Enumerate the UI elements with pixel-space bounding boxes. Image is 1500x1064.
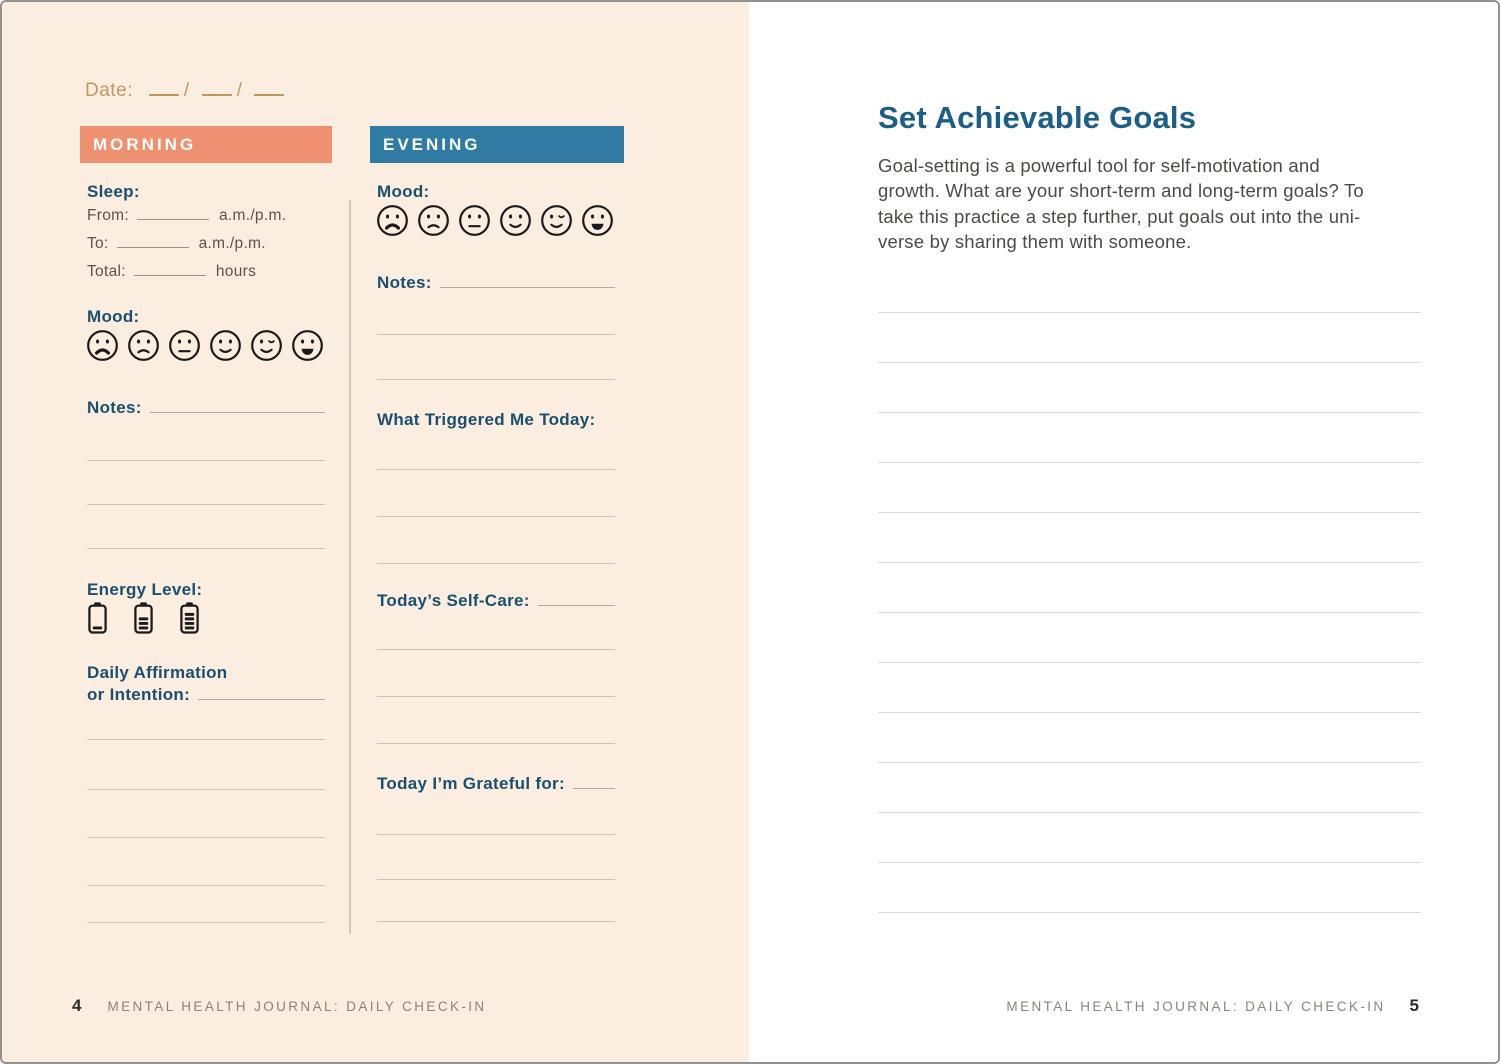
left-page-number: 4 [72,996,82,1015]
energy-level-label: Energy Level: [87,580,203,599]
battery-low-icon[interactable] [88,602,107,634]
very-sad-face-icon[interactable] [376,204,409,237]
morning-notes-label: Notes: [87,398,142,417]
date-label: Date: [85,80,133,101]
energy-level-scale[interactable] [88,602,199,634]
slight-smile-face-icon[interactable] [499,204,532,237]
affirmation-label-line1: Daily Affirmation [87,663,228,682]
write-line[interactable] [377,834,615,835]
write-line[interactable] [87,548,325,549]
morning-notes-row [87,398,325,418]
blank-line[interactable] [538,592,615,606]
write-line[interactable] [87,460,325,461]
ruled-line[interactable] [878,712,1421,713]
page-right [749,2,1498,1062]
write-line[interactable] [377,516,615,517]
date-slash: / [183,80,190,101]
paragraph-line: Goal-setting is a powerful tool for self-motivation and [878,155,1320,176]
ruled-line[interactable] [878,912,1421,913]
write-line[interactable] [377,696,615,697]
morning-section-header: MORNING [80,126,332,163]
ruled-line[interactable] [878,362,1421,363]
ruled-line[interactable] [878,812,1421,813]
write-line[interactable] [377,563,615,564]
intro-paragraph [878,153,1448,254]
ruled-line[interactable] [878,412,1421,413]
ruled-line[interactable] [878,662,1421,663]
big-smile-face-icon[interactable] [291,329,324,362]
write-line[interactable] [377,334,615,335]
blank-line[interactable] [150,399,325,413]
sleep-from-blank[interactable] [137,205,209,220]
evening-notes-label: Notes: [377,273,432,292]
wink-smile-face-icon[interactable] [250,329,283,362]
paragraph-line: verse by sharing them with someone. [878,230,1192,252]
affirmation-block [87,663,325,705]
ruled-line[interactable] [878,862,1421,863]
grateful-label: Today I’m Grateful for: [377,774,565,793]
blank-line[interactable] [573,775,615,789]
evening-mood-label: Mood: [377,182,430,201]
neutral-face-icon[interactable] [458,204,491,237]
sleep-label: Sleep: [87,182,140,201]
sleep-from-label: From: [87,207,129,224]
write-line[interactable] [377,879,615,880]
date-blank-month[interactable] [149,78,179,96]
selfcare-label: Today’s Self-Care: [377,591,530,610]
date-row [85,78,287,102]
page-title: Set Achievable Goals [878,100,1197,135]
slight-smile-face-icon[interactable] [209,329,242,362]
selfcare-row [377,591,615,611]
sleep-total-suffix: hours [215,263,257,280]
left-footer-title: MENTAL HEALTH JOURNAL: DAILY CHECK-IN [107,999,487,1014]
column-divider [349,200,351,934]
sleep-from-suffix: a.m./p.m. [218,207,287,224]
sleep-from-row [87,205,286,225]
sleep-total-blank[interactable] [134,261,206,276]
write-line[interactable] [87,922,325,923]
ruled-line[interactable] [878,312,1421,313]
sad-face-icon[interactable] [417,204,450,237]
ruled-line[interactable] [878,612,1421,613]
left-footer [72,996,487,1016]
neutral-face-icon[interactable] [168,329,201,362]
right-footer-title: MENTAL HEALTH JOURNAL: DAILY CHECK-IN [1006,999,1386,1014]
ruled-line[interactable] [878,462,1421,463]
evening-notes-row [377,273,615,293]
big-smile-face-icon[interactable] [581,204,614,237]
write-line[interactable] [377,743,615,744]
write-line[interactable] [377,379,615,380]
paragraph-line: take this practice a step further, put goals out into the uni- [878,205,1361,227]
paragraph-line: growth. What are your short-term and long-term goals? To [878,180,1364,202]
write-line[interactable] [87,504,325,505]
evening-section-header: EVENING [370,126,624,163]
write-line[interactable] [87,885,325,886]
evening-mood-scale[interactable] [376,204,614,237]
grateful-row [377,774,615,794]
write-line[interactable] [87,789,325,790]
affirmation-label-line2: or Intention: [87,685,191,704]
page-left [2,2,749,1062]
sleep-to-label: To: [87,235,109,252]
right-footer [1006,996,1419,1016]
battery-full-icon[interactable] [180,602,199,634]
sleep-total-row [87,261,256,281]
date-slash: / [236,80,243,101]
sleep-total-label: Total: [87,263,126,280]
date-blank-day[interactable] [202,78,232,96]
very-sad-face-icon[interactable] [86,329,119,362]
write-line[interactable] [87,739,325,740]
right-page-number: 5 [1409,996,1419,1015]
ruled-line[interactable] [878,562,1421,563]
ruled-line[interactable] [878,512,1421,513]
blank-line[interactable] [198,686,325,700]
sleep-to-suffix: a.m./p.m. [198,235,266,252]
write-line[interactable] [377,921,615,922]
sad-face-icon[interactable] [127,329,160,362]
morning-mood-scale[interactable] [86,329,324,362]
blank-line[interactable] [440,274,615,288]
write-line[interactable] [87,837,325,838]
wink-smile-face-icon[interactable] [540,204,573,237]
ruled-line[interactable] [878,762,1421,763]
write-line[interactable] [377,469,615,470]
write-line[interactable] [377,649,615,650]
sleep-to-row [87,233,266,253]
morning-mood-label: Mood: [87,307,140,326]
battery-medium-icon[interactable] [134,602,153,634]
triggered-label: What Triggered Me Today: [377,410,596,429]
date-blank-year[interactable] [254,78,284,96]
sleep-to-blank[interactable] [117,233,189,248]
